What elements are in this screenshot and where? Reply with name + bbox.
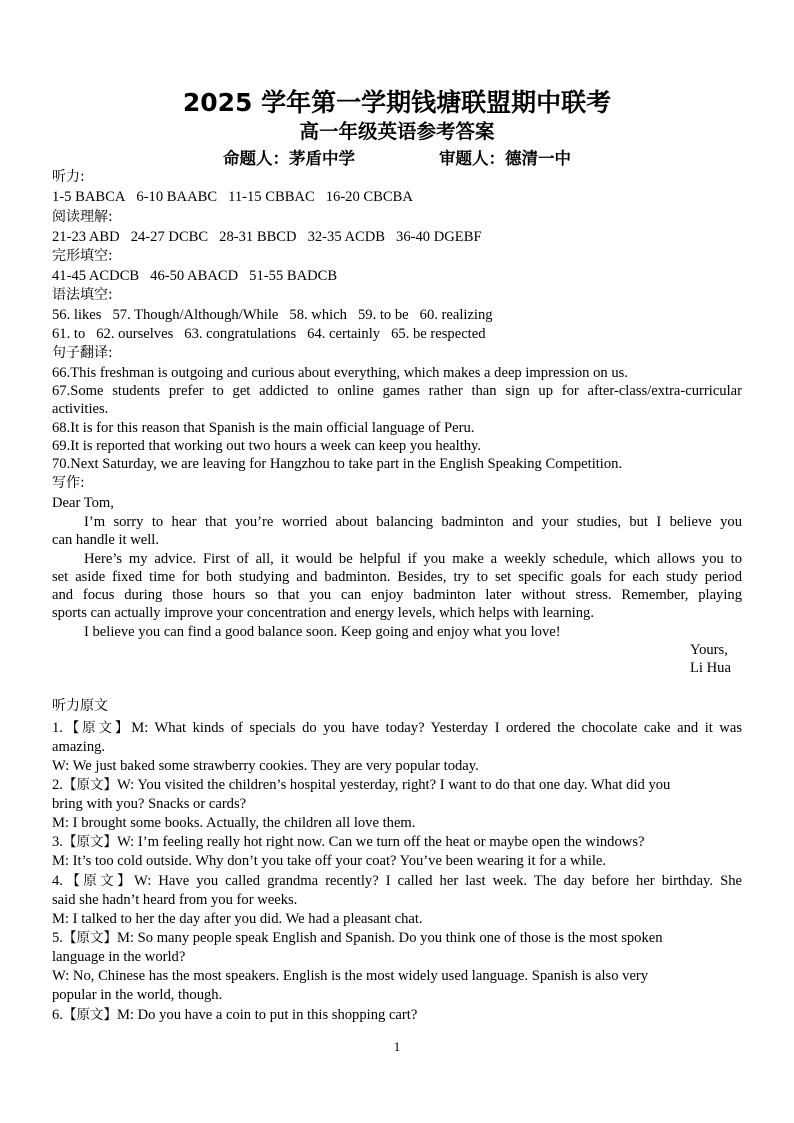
grammar-label: 语法填空: bbox=[52, 287, 113, 303]
item-number: 4. bbox=[52, 873, 63, 889]
cloze-answers bbox=[52, 267, 348, 285]
answer-group: 36-40 DGEBF bbox=[396, 229, 482, 245]
item-number: 2. bbox=[52, 777, 63, 793]
transcript-text: M: So many people speak English and Spanish. Do you think one of those is the most spoken bbox=[116, 930, 663, 946]
answer-item: 57. Though/Although/While bbox=[112, 307, 279, 323]
transcript-tag: 【原文】 bbox=[62, 930, 117, 946]
item-number: 6. bbox=[52, 1007, 63, 1023]
letter-paragraph-1: I’m sorry to hear that you’re worried about balancing badminton and your studies, but I believe you bbox=[84, 514, 742, 530]
translation-67-cont: activities. bbox=[52, 401, 109, 417]
transcript-5-reply-cont: popular in the world, though. bbox=[52, 987, 223, 1003]
transcript-text: W: I’m feeling really hot right now. Can we turn off the heat or maybe open the windows? bbox=[116, 834, 645, 850]
answer-group: 32-35 ACDB bbox=[307, 229, 386, 245]
answer-item: 63. congratulations bbox=[184, 326, 297, 342]
answer-group: 21-23 ABD bbox=[52, 229, 120, 245]
answer-item: 60. realizing bbox=[419, 307, 493, 323]
answer-group: 1-5 BABCA bbox=[52, 189, 126, 205]
transcript-tag: 【原文】 bbox=[62, 834, 117, 850]
letter-paragraph-2-cont: set aside fixed time for both studying and badminton. Besides, try to set specific goals for each study period bbox=[52, 569, 742, 585]
letter-paragraph-3: I believe you can find a good balance soon. Keep going and enjoy what you love! bbox=[84, 624, 561, 640]
transcript-1-cont: amazing. bbox=[52, 739, 106, 755]
writing-label: 写作: bbox=[52, 475, 85, 491]
answer-item: 61. to bbox=[52, 326, 86, 342]
item-number: 3. bbox=[52, 834, 63, 850]
transcript-text: M: What kinds of specials do you have today? Yesterday I ordered the chocolate cake and it was bbox=[131, 720, 743, 736]
letter-paragraph-2-cont: sports can actually improve your concentration and energy levels, which helps with learning. bbox=[52, 605, 594, 621]
transcript-tag: 【原文】 bbox=[62, 720, 132, 736]
letter-greeting: Dear Tom, bbox=[52, 495, 114, 511]
transcript-3-reply: M: It’s too cold outside. Why don’t you take off your coat? You’ve been wearing it for a while. bbox=[52, 853, 607, 869]
answer-item: 59. to be bbox=[357, 307, 409, 323]
author-line bbox=[0, 145, 794, 169]
transcript-6 bbox=[52, 1006, 417, 1024]
transcript-label: 听力原文 bbox=[52, 698, 108, 714]
item-number: 1. bbox=[52, 720, 63, 736]
transcript-4 bbox=[52, 872, 742, 890]
answer-group: 28-31 BBCD bbox=[219, 229, 297, 245]
transcript-2-reply: M: I brought some books. Actually, the children all love them. bbox=[52, 815, 416, 831]
transcript-1-reply: W: We just baked some strawberry cookies. They are very popular today. bbox=[52, 758, 479, 774]
letter-signature: Li Hua bbox=[690, 660, 731, 676]
translation-label: 句子翻译: bbox=[52, 345, 113, 361]
transcript-text: W: Have you called grandma recently? I called her last week. The day before her birthday. She bbox=[134, 873, 743, 889]
letter-paragraph-2: Here’s my advice. First of all, it would be helpful if you make a weekly schedule, which allows you to bbox=[84, 551, 742, 567]
transcript-5 bbox=[52, 929, 663, 947]
reading-answers bbox=[52, 228, 493, 246]
page-subtitle: 高一年级英语参考答案 bbox=[299, 120, 495, 143]
answer-group: 16-20 CBCBA bbox=[325, 189, 413, 205]
transcript-5-reply: W: No, Chinese has the most speakers. English is the most widely used language. Spanish is also very bbox=[52, 968, 649, 984]
transcript-3 bbox=[52, 833, 644, 851]
answer-group: 11-15 CBBAC bbox=[228, 189, 315, 205]
transcript-5-cont: language in the world? bbox=[52, 949, 186, 965]
translation-69: 69.It is reported that working out two hours a week can keep you healthy. bbox=[52, 438, 482, 454]
translation-68: 68.It is for this reason that Spanish is the main official language of Peru. bbox=[52, 420, 475, 436]
answer-item: 62. ourselves bbox=[96, 326, 174, 342]
answer-group: 51-55 BADCB bbox=[249, 268, 338, 284]
answer-group: 24-27 DCBC bbox=[130, 229, 209, 245]
answer-item: 58. which bbox=[289, 307, 347, 323]
cloze-label: 完形填空: bbox=[52, 248, 113, 264]
grammar-answers-row1 bbox=[52, 306, 504, 324]
page-number: 1 bbox=[393, 1039, 401, 1054]
answer-group: 41-45 ACDCB bbox=[52, 268, 140, 284]
answer-item: 64. certainly bbox=[307, 326, 381, 342]
transcript-2 bbox=[52, 776, 670, 794]
translation-66: 66.This freshman is outgoing and curious about everything, which makes a deep impression on us. bbox=[52, 365, 628, 381]
transcript-2-cont: bring with you? Snacks or cards? bbox=[52, 796, 247, 812]
transcript-tag: 【原文】 bbox=[62, 873, 135, 889]
transcript-4-cont: said she hadn’t heard from you for weeks. bbox=[52, 892, 298, 908]
item-number: 5. bbox=[52, 930, 63, 946]
page-title: 2025 学年第一学期钱塘联盟期中联考 bbox=[182, 88, 612, 117]
author: 命题人：茅盾中学 bbox=[223, 149, 355, 168]
grammar-answers-row2 bbox=[52, 325, 497, 343]
transcript-tag: 【原文】 bbox=[62, 777, 117, 793]
translation-67: 67.Some students prefer to get addicted to online games rather than sign up for after-class/extra-curricular bbox=[52, 383, 742, 399]
transcript-text: W: You visited the children’s hospital yesterday, right? I want to do that one day. What did you bbox=[116, 777, 671, 793]
answer-group: 46-50 ABACD bbox=[150, 268, 239, 284]
transcript-4-reply: M: I talked to her the day after you did. We had a pleasant chat. bbox=[52, 911, 423, 927]
listening-label: 听力: bbox=[52, 169, 85, 185]
answer-item: 65. be respected bbox=[391, 326, 486, 342]
reading-label: 阅读理解: bbox=[52, 209, 113, 225]
letter-closing: Yours, bbox=[690, 642, 728, 658]
answer-item: 56. likes bbox=[52, 307, 102, 323]
transcript-text: M: Do you have a coin to put in this shopping cart? bbox=[116, 1007, 418, 1023]
letter-paragraph-2-cont: and focus during those hours so that you can enjoy badminton later without stress. Remember, playing bbox=[52, 587, 742, 603]
transcript-tag: 【原文】 bbox=[62, 1007, 117, 1023]
letter-paragraph-1-cont: can handle it well. bbox=[52, 532, 159, 548]
reviewer: 审题人：德清一中 bbox=[439, 149, 571, 168]
translation-70: 70.Next Saturday, we are leaving for Hangzhou to take part in the English Speaking Competition. bbox=[52, 456, 623, 472]
answer-group: 6-10 BAABC bbox=[136, 189, 218, 205]
transcript-1 bbox=[52, 719, 742, 737]
listening-answers bbox=[52, 188, 424, 206]
